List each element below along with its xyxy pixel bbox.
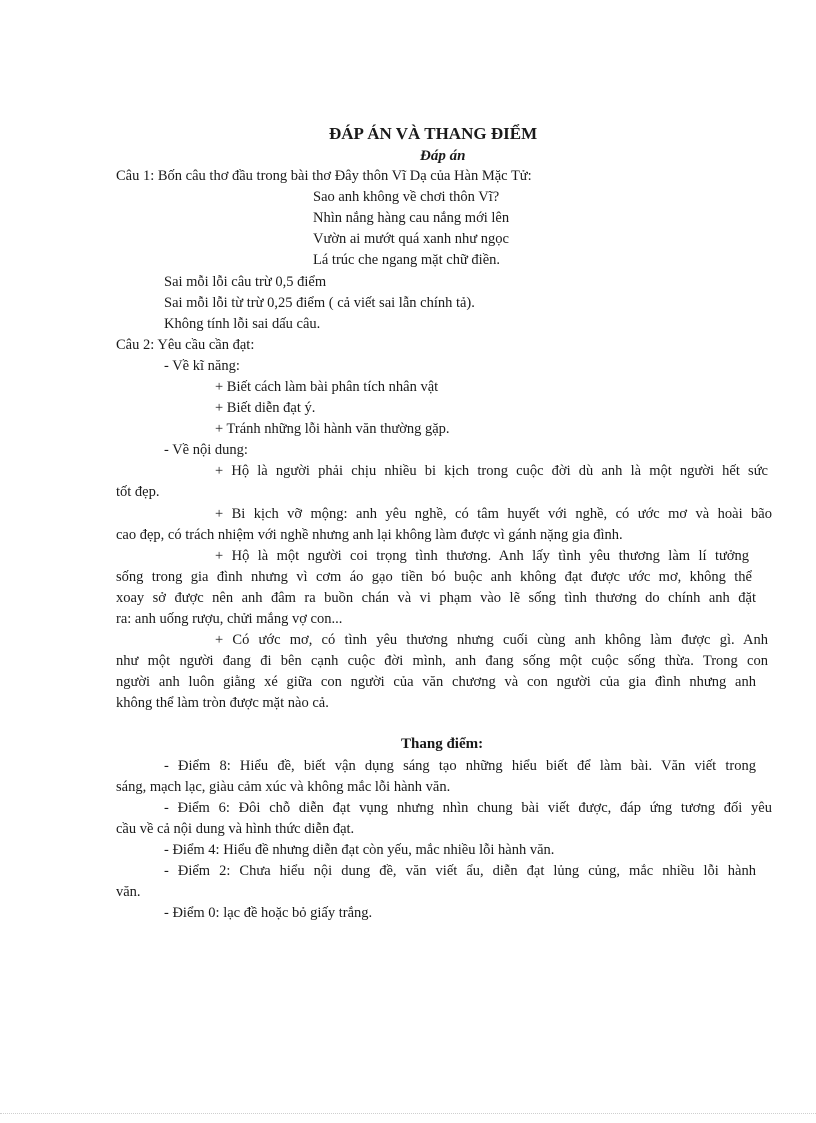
score-6: - Điểm 6: Đôi chỗ diễn đạt vụng nhưng nhìn chung bài viết được, đáp ứng tương đối yêu bbox=[164, 800, 772, 816]
score-4: - Điểm 4: Hiểu đề nhưng diễn đạt còn yếu, mắc nhiều lỗi hành văn. bbox=[164, 842, 555, 858]
content-paragraph-3: ra: anh uống rượu, chửi mắng vợ con... bbox=[116, 611, 343, 627]
content-paragraph-4: không thể làm tròn được mặt nào cả. bbox=[116, 695, 329, 711]
score-0: - Điểm 0: lạc đề hoặc bỏ giấy trắng. bbox=[164, 905, 373, 921]
scoring-rule: Không tính lỗi sai dấu câu. bbox=[164, 316, 321, 332]
poem-line: Vườn ai mướt quá xanh như ngọc bbox=[313, 231, 509, 247]
score-8: - Điểm 8: Hiểu đề, biết vận dụng sáng tạo những hiểu biết để làm bài. Văn viết trong bbox=[164, 758, 756, 774]
content-paragraph-3: + Hộ là một người coi trọng tình thương. Anh lấy tình yêu thương làm lí tưởng bbox=[215, 548, 749, 564]
scoring-heading: Thang điểm: bbox=[401, 736, 484, 752]
score-2: văn. bbox=[116, 884, 141, 900]
content-paragraph-2: cao đẹp, có trách nhiệm với nghề nhưng anh lại không làm được vì gánh nặng gia đình. bbox=[116, 527, 623, 543]
content-paragraph-3: sống trong gia đình nhưng vì cơm áo gạo tiền bó buộc anh không đạt được ước mơ, không thể bbox=[116, 569, 752, 585]
skill-item: + Biết cách làm bài phân tích nhân vật bbox=[215, 379, 439, 395]
score-6: cầu về cả nội dung và hình thức diễn đạt. bbox=[116, 821, 355, 837]
content-paragraph-4: người anh luôn giằng xé giữa con người của văn chương và con người của gia đình nhưng anh bbox=[116, 674, 756, 690]
skill-item: + Tránh những lỗi hành văn thường gặp. bbox=[215, 421, 450, 437]
content-paragraph-2: + Bi kịch vỡ mộng: anh yêu nghề, có tâm huyết với nghề, có ước mơ và hoài bão bbox=[215, 506, 772, 522]
content-paragraph-4: như một người đang đi bên cạnh cuộc đời mình, anh đang sống một cuộc sống thừa. Trong con bbox=[116, 653, 768, 669]
scoring-rule: Sai mỗi lỗi câu trừ 0,5 điểm bbox=[164, 274, 327, 290]
skills-heading: - Về kĩ năng: bbox=[164, 358, 240, 374]
content-paragraph-1: tốt đẹp. bbox=[116, 484, 160, 500]
content-paragraph-3: xoay sở được nên anh đâm ra buồn chán và vi phạm vào lẽ sống tình thương do chính anh đặt bbox=[116, 590, 756, 606]
document-title: ĐÁP ÁN VÀ THANG ĐIỂM bbox=[329, 124, 538, 143]
score-2: - Điểm 2: Chưa hiểu nội dung đề, văn viết ẩu, diễn đạt lủng củng, mắc nhiều lỗi hành bbox=[164, 863, 756, 879]
question-1-intro: Câu 1: Bốn câu thơ đầu trong bài thơ Đây thôn Vĩ Dạ của Hàn Mặc Tử: bbox=[116, 168, 532, 184]
skill-item: + Biết diễn đạt ý. bbox=[215, 400, 316, 416]
poem-line: Sao anh không về chơi thôn Vĩ? bbox=[313, 189, 500, 205]
poem-line: Nhìn nắng hàng cau nắng mới lên bbox=[313, 210, 510, 226]
score-8: sáng, mạch lạc, giàu cảm xúc và không mắc lỗi hành văn. bbox=[116, 779, 451, 795]
scoring-rule: Sai mỗi lỗi từ trừ 0,25 điểm ( cả viết sai lẫn chính tả). bbox=[164, 295, 475, 311]
content-paragraph-1: + Hộ là người phải chịu nhiều bi kịch trong cuộc đời dù anh là một người hết sức bbox=[215, 463, 768, 479]
content-heading: - Về nội dung: bbox=[164, 442, 248, 458]
page-bottom-divider bbox=[0, 1113, 816, 1114]
answer-subtitle: Đáp án bbox=[420, 148, 466, 164]
content-paragraph-4: + Có ước mơ, có tình yêu thương nhưng cuối cùng anh không làm được gì. Anh bbox=[215, 632, 768, 648]
poem-line: Lá trúc che ngang mặt chữ điền. bbox=[313, 252, 501, 268]
question-2-intro: Câu 2: Yêu cầu cần đạt: bbox=[116, 337, 255, 353]
